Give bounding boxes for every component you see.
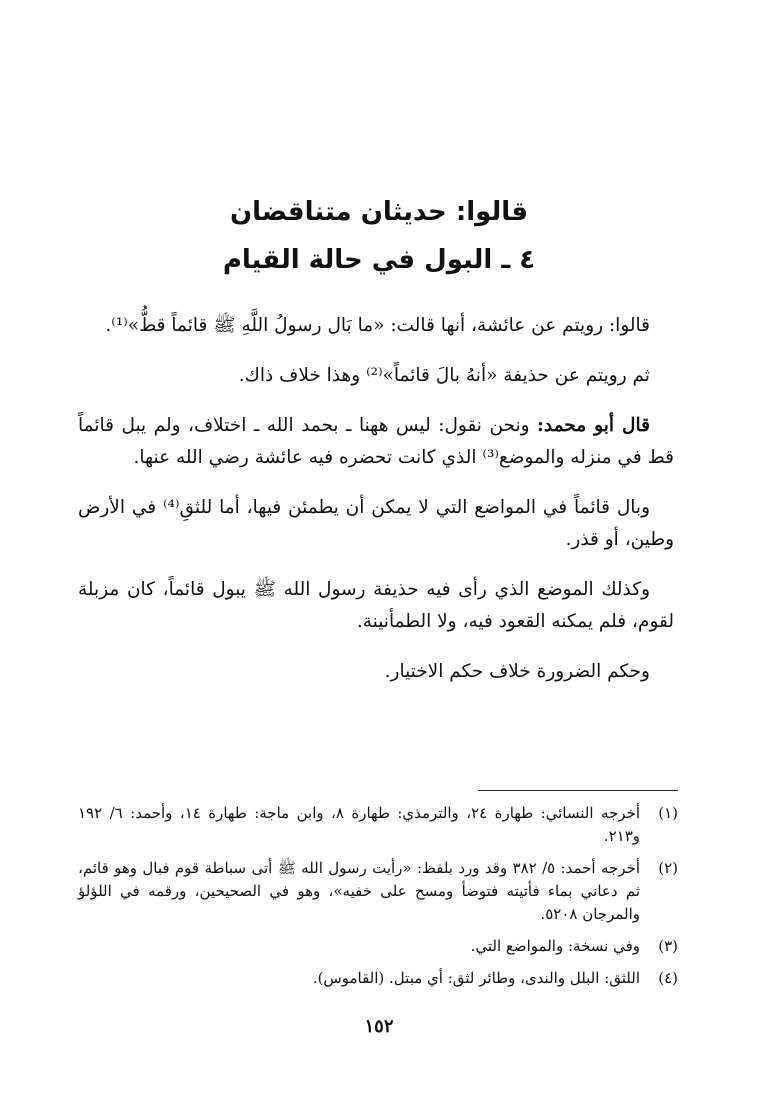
speaker-label: قال أبو محمد: (537, 415, 650, 436)
footnote-4 (78, 967, 678, 990)
footnote-text: أخرجه النسائي: طهارة ٢٤، والترمذي: طهارة ٨، وابن ماجة: طهارة ١٤، وأحمد: ٦/ ١٩٢ و٢١٣. (78, 804, 640, 845)
paragraph-1: قالوا: رويتم عن عائشة، أنها قالت: «ما بَال رسولُ اللَّهِ ﷺ قائماً قطُّ»⁽¹⁾. (105, 315, 650, 336)
chapter-heading (0, 188, 758, 284)
chapter-title: ٤ ـ البول في حالة القيام (222, 245, 536, 275)
paragraph-5: وكذلك الموضع الذي رأى فيه حذيفة رسول الله ﷺ يبول قائماً، كان مزبلة لقوم، فلم يمكنه القعود فيه، ولا الطمأنينة. (78, 579, 674, 632)
footnote-text: وفي نسخة: والمواضع التي. (470, 937, 640, 955)
paragraph-4: وبال قائماً في المواضع التي لا يمكن أن يطمئن فيها، أما للثقِ⁽⁴⁾ في الأرض وطين، أو قذر. (78, 497, 674, 550)
section-title: قالوا: حديثان متناقضان (229, 197, 529, 227)
footnotes (78, 802, 678, 999)
footnote-separator (478, 790, 678, 791)
footnote-1 (78, 802, 678, 848)
footnote-3 (78, 935, 678, 958)
footnote-number: (٣) (658, 937, 678, 955)
footnote-2 (78, 857, 678, 926)
paragraph-3 (78, 410, 674, 474)
footnote-number: (٢) (658, 859, 678, 877)
footnote-text: اللثق: البلل والندى، وطائر لثق: أي مبتل. (القاموس). (312, 969, 640, 987)
main-text (78, 310, 674, 706)
paragraph-6: وحكم الضرورة خلاف حكم الاختيار. (384, 661, 650, 682)
page-number: ١٥٢ (364, 1016, 394, 1037)
paragraph-3-text: ونحن نقول: ليس ههنا ـ بحمد الله ـ اختلاف، ولم يبل قائماً قط في منزله والموضع⁽³⁾ الذي كانت تحضره فيه عائشة رضي الله عنها. (78, 415, 674, 468)
footnote-text: أخرجه أحمد: ٥/ ٣٨٢ وقد ورد بلفظ: «رأيت رسول الله ﷺ أتى سباطة قوم فبال وهو قائم، ثم دعاني بماء فأتيته فتوضأ ومسح على خفيه»، وهو في الصحيحين، ورقمه في اللؤلؤ والمرجان ٥٢٠٨. (78, 859, 640, 923)
paragraph-2: ثم رويتم عن حذيفة «أنهُ بالَ قائماً»⁽²⁾ وهذا خلاف ذاك. (238, 365, 650, 386)
footnote-number: (٤) (658, 969, 678, 987)
footnote-number: (١) (658, 804, 678, 822)
